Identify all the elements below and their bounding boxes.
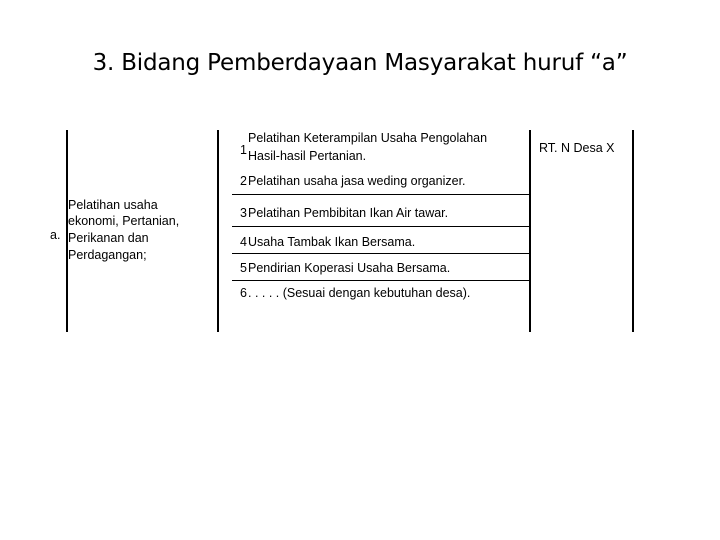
row-divider: [232, 226, 530, 227]
column-divider-outer: [632, 130, 634, 332]
item-number: 2: [240, 174, 247, 188]
item-text: Pendirian Koperasi Usaha Bersama.: [248, 261, 451, 275]
category-line: ekonomi, Pertanian,: [68, 214, 180, 228]
item-text: . . . . . (Sesuai dengan kebutuhan desa).: [248, 286, 471, 300]
column-divider-middle: [217, 130, 219, 332]
row-letter: a.: [50, 228, 61, 242]
row-divider: [232, 194, 530, 195]
item-number: 5: [240, 261, 247, 275]
item-text: Pelatihan usaha jasa weding organizer.: [248, 174, 466, 188]
slide-title: 3. Bidang Pemberdayaan Masyarakat huruf “a”: [92, 50, 628, 76]
item-text: Pelatihan Pembibitan Ikan Air tawar.: [248, 206, 449, 220]
column-divider-right: [529, 130, 531, 332]
item-text: Usaha Tambak Ikan Bersama.: [248, 235, 416, 249]
item-number: 4: [240, 235, 247, 249]
location-cell: RT. N Desa X: [539, 141, 615, 155]
item-number: 1: [240, 143, 247, 157]
item-number: 6: [240, 286, 247, 300]
item-text: Pelatihan Keterampilan Usaha Pengolahan: [248, 131, 488, 145]
category-line: Perikanan dan: [68, 231, 149, 245]
category-line: Pelatihan usaha: [68, 198, 158, 212]
row-divider: [232, 280, 530, 281]
row-divider: [232, 253, 530, 254]
category-line: Perdagangan;: [68, 248, 147, 262]
item-number: 3: [240, 206, 247, 220]
item-text: Hasil-hasil Pertanian.: [248, 149, 367, 163]
